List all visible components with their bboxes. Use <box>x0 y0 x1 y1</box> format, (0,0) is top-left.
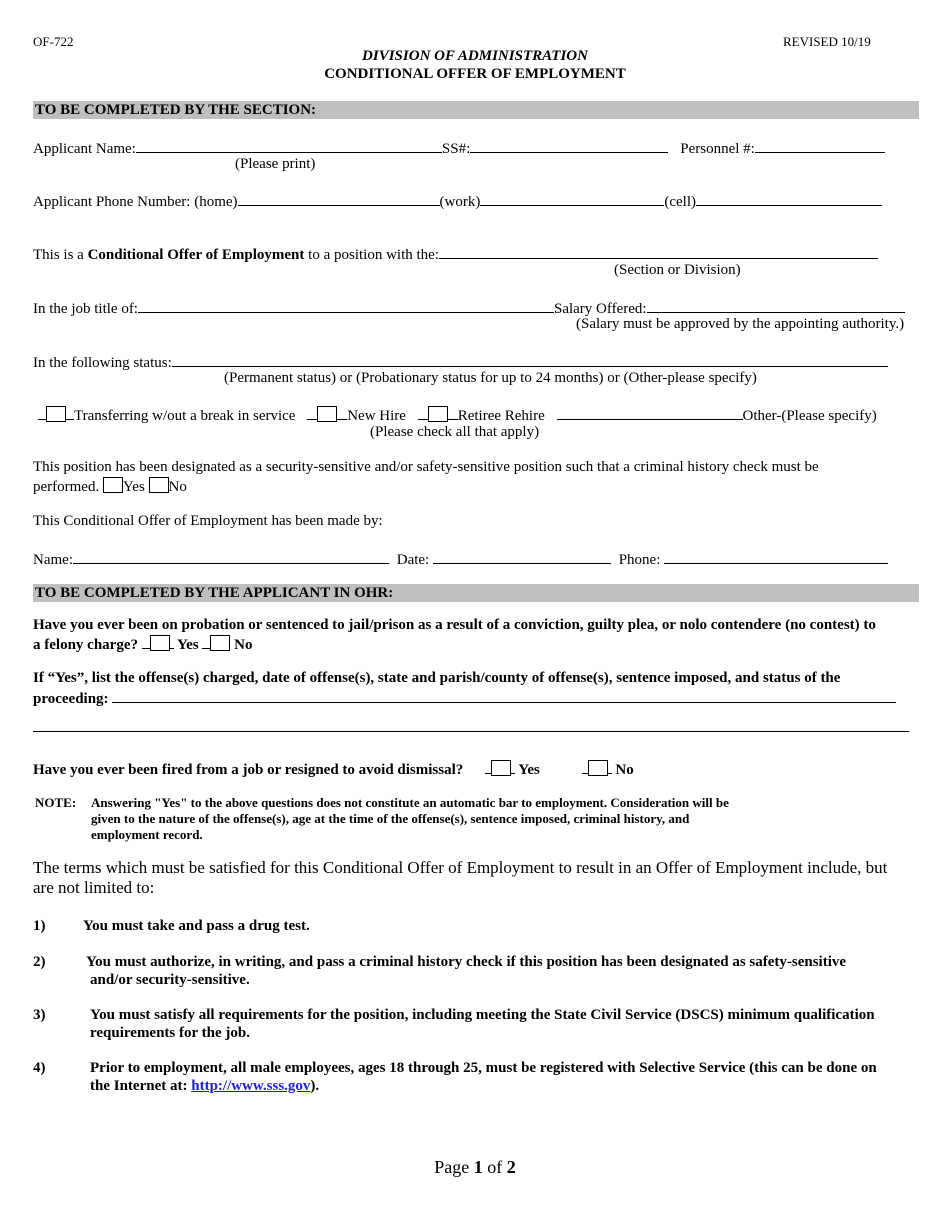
section-heading-applicant: TO BE COMPLETED BY THE APPLICANT IN OHR: <box>33 584 919 602</box>
status-field[interactable] <box>172 352 888 367</box>
page-of-label: of <box>482 1157 507 1177</box>
offer-row <box>33 244 878 264</box>
page-number: 1 <box>473 1157 483 1177</box>
salary-field[interactable] <box>647 298 905 313</box>
offense-details-field[interactable] <box>112 688 896 703</box>
date-label: Date: <box>396 552 430 568</box>
fired-no-label: No <box>615 762 634 778</box>
job-title-label: In the job title of: <box>33 301 138 317</box>
item-1-text: You must take and pass a drug test. <box>83 918 310 934</box>
section-division-field[interactable] <box>439 244 878 259</box>
item-1-number: 1) <box>33 918 46 934</box>
terms-line2: are not limited to: <box>33 878 155 897</box>
retiree-rehire-label: Retiree Rehire <box>457 408 545 424</box>
salary-label: Salary Offered: <box>553 301 647 317</box>
item-2-text-line2: and/or security-sensitive. <box>90 972 250 988</box>
item-3-text-line1: You must satisfy all requirements for the position, including meeting the State Civil Service (DSCS) minimum qualification <box>90 1007 875 1023</box>
applicant-name-field[interactable] <box>136 138 442 153</box>
form-number: OF-722 <box>33 34 74 49</box>
phone-work-field[interactable] <box>480 191 664 206</box>
felony-no-checkbox[interactable] <box>210 635 230 651</box>
checkbox-row <box>38 405 877 425</box>
offense-question-line2: proceeding: <box>33 691 109 707</box>
item-4-text-line2 <box>90 1078 319 1095</box>
fired-question: Have you ever been fired from a job or resigned to avoid dismissal? <box>33 762 464 778</box>
applicant-name-label: Applicant Name: <box>33 141 136 157</box>
offer-text-bold: Conditional Offer of Employment <box>87 247 305 263</box>
page-total: 2 <box>506 1157 516 1177</box>
fired-row <box>33 760 634 779</box>
item-4-text-pre: the Internet at: <box>90 1078 192 1094</box>
offer-text-post: to a position with the: <box>304 247 439 263</box>
made-by-text: This Conditional Offer of Employment has been made by: <box>33 513 383 529</box>
retiree-rehire-checkbox[interactable] <box>428 406 448 422</box>
phone-field[interactable] <box>664 549 888 564</box>
item-4-text-post: ). <box>310 1078 320 1094</box>
made-by-row <box>33 549 888 569</box>
phone-home-field[interactable] <box>238 191 440 206</box>
transferring-checkbox[interactable] <box>46 406 66 422</box>
security-no-checkbox[interactable] <box>149 477 169 493</box>
note-line1: Answering "Yes" to the above questions does not constitute an automatic bar to employment. Consideration will be <box>91 795 729 810</box>
salary-note: (Salary must be approved by the appointing authority.) <box>576 316 905 332</box>
job-title-field[interactable] <box>138 298 554 313</box>
security-text-line2: performed. <box>33 479 100 495</box>
personnel-label: Personnel #: <box>680 141 755 157</box>
status-row <box>33 352 888 372</box>
new-hire-label: New Hire <box>347 408 406 424</box>
offer-text-pre: This is a <box>33 247 88 263</box>
section-division-note: (Section or Division) <box>614 262 741 278</box>
phone-row <box>33 191 882 211</box>
phone-cell-label: (cell) <box>664 194 697 210</box>
name-label: Name: <box>33 552 73 568</box>
item-2-number: 2) <box>33 954 46 970</box>
offense-details-line2[interactable] <box>33 731 909 732</box>
note-line3: employment record. <box>91 827 203 842</box>
item-4-number: 4) <box>33 1060 46 1076</box>
phone-cell-field[interactable] <box>696 191 882 206</box>
note-label: NOTE: <box>35 795 77 810</box>
phone-work-label: (work) <box>439 194 481 210</box>
status-label: In the following status: <box>33 355 172 371</box>
terms-line1: The terms which must be satisfied for this Conditional Offer of Employment to result in an Offer of Employment include, but <box>33 858 888 877</box>
security-text-line1: This position has been designated as a security-sensitive and/or safety-sensitive position such that a criminal history check must be <box>33 459 819 475</box>
felony-yes-label: Yes <box>176 637 199 653</box>
ss-label: SS#: <box>441 141 471 157</box>
felony-question-line2: a felony charge? <box>33 637 138 653</box>
item-3-text-line2: requirements for the job. <box>90 1025 250 1041</box>
other-specify-field[interactable] <box>557 405 743 420</box>
new-hire-checkbox[interactable] <box>317 406 337 422</box>
section-heading-section: TO BE COMPLETED BY THE SECTION: <box>33 101 919 119</box>
page-indicator <box>0 1157 950 1178</box>
security-yes-checkbox[interactable] <box>103 477 123 493</box>
revised-date: REVISED 10/19 <box>783 34 871 49</box>
ss-field[interactable] <box>470 138 668 153</box>
offense-question-line1: If “Yes”, list the offense(s) charged, date of offense(s), state and parish/county of offense(s), sentence imposed, and status of the <box>33 670 841 686</box>
security-row <box>33 477 187 496</box>
date-field[interactable] <box>433 549 611 564</box>
felony-yes-checkbox[interactable] <box>150 635 170 651</box>
selective-service-link[interactable]: http://www.sss.gov <box>191 1078 311 1094</box>
offense-row <box>33 688 896 708</box>
felony-question-row <box>33 635 252 654</box>
name-field[interactable] <box>73 549 389 564</box>
note-line2: given to the nature of the offense(s), age at the time of the offense(s), sentence imposed, criminal history, and <box>91 811 690 826</box>
security-yes-label: Yes <box>122 479 145 495</box>
job-title-row <box>33 298 905 318</box>
fired-yes-label: Yes <box>518 762 540 778</box>
security-no-label: No <box>168 479 187 495</box>
item-4-text-line1: Prior to employment, all male employees, ages 18 through 25, must be registered with Selective Service (this can be done on <box>90 1060 877 1076</box>
status-note: (Permanent status) or (Probationary status for up to 24 months) or (Other-please specify) <box>224 370 757 386</box>
felony-question-line1: Have you ever been on probation or sentenced to jail/prison as a result of a conviction, guilty plea, or nolo contendere (no contest) to <box>33 617 876 633</box>
applicant-name-row <box>33 138 885 158</box>
item-2-text-line1: You must authorize, in writing, and pass a criminal history check if this position has been designated as safety-sensitive <box>86 954 847 970</box>
form-title: CONDITIONAL OFFER OF EMPLOYMENT <box>324 66 626 82</box>
page-label: Page <box>434 1157 474 1177</box>
fired-no-checkbox[interactable] <box>588 760 608 776</box>
item-3-number: 3) <box>33 1007 46 1023</box>
transferring-label: Transferring w/out a break in service <box>74 408 296 424</box>
fired-yes-checkbox[interactable] <box>491 760 511 776</box>
phone-label: Phone: <box>618 552 661 568</box>
phone-home-label: Applicant Phone Number: (home) <box>33 194 238 210</box>
other-specify-label: Other-(Please specify) <box>742 408 877 424</box>
check-all-note: (Please check all that apply) <box>370 424 540 440</box>
personnel-field[interactable] <box>755 138 885 153</box>
felony-no-label: No <box>234 637 253 653</box>
please-print-note: (Please print) <box>235 156 316 172</box>
division-title: DIVISION OF ADMINISTRATION <box>362 48 588 64</box>
